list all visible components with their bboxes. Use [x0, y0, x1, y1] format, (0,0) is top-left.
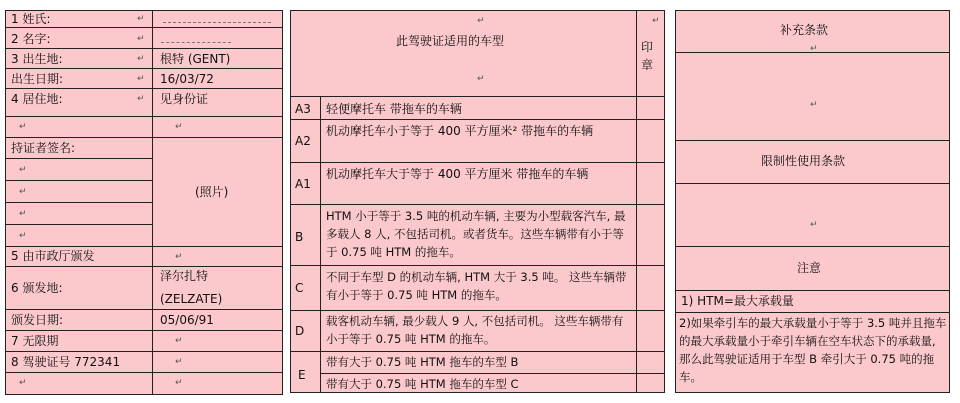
paragraph-mark: ↵	[175, 336, 183, 346]
rule	[5, 202, 153, 203]
paragraph-mark: ↵	[652, 16, 660, 26]
issue-place-value: 泽尔扎特	[160, 269, 209, 283]
rule	[5, 394, 283, 395]
rule	[5, 27, 283, 28]
rule	[675, 312, 950, 313]
category-code: B	[295, 230, 304, 244]
rule	[5, 309, 283, 310]
paragraph-mark: ↵	[175, 357, 183, 367]
supplementary-terms-panel	[675, 10, 950, 393]
category-code: C	[295, 281, 304, 295]
category-desc: 轻便摩托车 带拖车的车辆	[326, 102, 462, 116]
issue-place-value-latin: (ZELZATE)	[160, 292, 223, 306]
issued-by-label: 5 由市政厅颁发	[11, 249, 95, 263]
validity-label: 7 无限期	[11, 334, 59, 348]
rule	[675, 10, 950, 11]
rule	[5, 116, 283, 117]
holder-signature-label: 持证者签名:	[11, 141, 76, 155]
paragraph-mark: ↵	[19, 231, 27, 241]
rule	[290, 10, 291, 393]
category-code: A3	[295, 102, 311, 116]
surname-label: 1 姓氏:	[11, 12, 51, 26]
photo-placeholder: (照片)	[195, 185, 229, 199]
residence-label: 4 居住地:	[11, 92, 63, 106]
rule	[5, 246, 283, 247]
surname-value-redacted	[163, 22, 271, 24]
paragraph-mark: ↵	[19, 378, 27, 388]
rule	[290, 204, 665, 205]
given-name-value-redacted	[161, 42, 231, 44]
category-desc: 带有大于 0.75 吨 HTM 拖车的车型 C	[326, 377, 519, 391]
rule	[5, 180, 153, 181]
category-code: A2	[295, 134, 311, 148]
rule	[5, 224, 153, 225]
paragraph-mark: ↵	[137, 94, 145, 104]
rule	[290, 10, 665, 11]
rule	[5, 137, 283, 138]
rule	[290, 96, 665, 97]
supplementary-terms-title: 补充条款	[780, 23, 829, 37]
rule	[290, 351, 665, 352]
restricted-use-title: 限制性使用条款	[761, 154, 846, 168]
paragraph-mark: ↵	[175, 252, 183, 262]
residence-value: 见身份证	[160, 92, 209, 106]
issue-place-label: 6 颁发地:	[11, 281, 63, 295]
personal-info-panel	[5, 10, 283, 395]
category-desc: 带有大于 0.75 吨 HTM 拖车的车型 B	[326, 355, 519, 369]
paragraph-mark: ↵	[477, 74, 485, 84]
category-desc: 不同于车型 D 的机动车辆, HTM 大于 3.5 吨。 这些车辆带有小于等于 0.75 吨 HTM 的拖车。	[326, 270, 627, 302]
stamp-label: 印章	[641, 40, 654, 72]
rule	[5, 372, 283, 373]
paragraph-mark: ↵	[19, 187, 27, 197]
rule	[949, 10, 950, 393]
rule	[5, 158, 153, 159]
rule	[5, 351, 283, 352]
rule	[290, 310, 665, 311]
rule	[290, 119, 665, 120]
issue-date-value: 05/06/91	[160, 313, 214, 327]
category-code: E	[298, 368, 306, 382]
rule	[675, 392, 950, 393]
rule	[290, 392, 665, 393]
paragraph-mark: ↵	[477, 16, 485, 26]
paragraph-mark: ↵	[137, 54, 145, 64]
issue-date-label: 颁发日期:	[11, 313, 64, 327]
paragraph-mark: ↵	[175, 378, 183, 388]
paragraph-mark: ↵	[810, 44, 818, 54]
note-item-1: 1) HTM=最大承载量	[681, 294, 794, 308]
rule	[675, 140, 950, 141]
category-code: A1	[295, 177, 311, 191]
category-desc: 载客机动车辆, 最少载人 9 人, 不包括司机。 这些车辆带有小于等于 0.75 吨 HTM 的拖车。	[326, 314, 624, 346]
paragraph-mark: ↵	[137, 34, 145, 44]
category-desc: HTM 小于等于 3.5 吨的机动车辆, 主要为小型载客汽车, 最多载人 8 人, 不包括司机。或者货车。这些车辆带有小于等于 0.75 吨 HTM 的拖车。	[326, 209, 626, 259]
birth-date-value: 16/03/72	[160, 72, 214, 86]
paragraph-mark: ↵	[175, 122, 183, 132]
given-name-label: 2 名字:	[11, 32, 51, 46]
rule	[675, 10, 676, 393]
paragraph-mark: ↵	[137, 74, 145, 84]
rule	[5, 330, 283, 331]
rule	[320, 373, 665, 374]
rule	[320, 96, 321, 393]
rule	[664, 10, 665, 393]
paragraph-mark: ↵	[19, 165, 27, 175]
paragraph-mark: ↵	[19, 209, 27, 219]
birth-date-label: 出生日期:	[11, 72, 64, 86]
license-number: 8 驾驶证号 772341	[11, 355, 121, 369]
rule	[5, 68, 283, 69]
birthplace-label: 3 出生地:	[11, 52, 63, 66]
paragraph-mark: ↵	[19, 122, 27, 132]
rule	[5, 266, 283, 267]
rule	[675, 290, 950, 291]
note-item-2: 2)如果牵引车的最大承载量小于等于 3.5 吨并且拖车的最大承载量小于牵引车辆在空车状态下的承载量, 那么此驾驶证适用于车型 B 牵引大于 0.75 吨的拖车。	[679, 316, 947, 384]
note-title: 注意	[797, 261, 822, 275]
paragraph-mark: ↵	[810, 220, 818, 230]
category-desc: 机动摩托车小于等于 400 平方厘米² 带拖车的车辆	[326, 124, 594, 138]
category-code: D	[295, 324, 305, 338]
rule	[290, 162, 665, 163]
paragraph-mark: ↵	[137, 14, 145, 24]
rule	[290, 265, 665, 266]
rule	[675, 183, 950, 184]
rule	[5, 48, 283, 49]
paragraph-mark: ↵	[810, 100, 818, 110]
category-desc: 机动摩托车大于等于 400 平方厘米 带拖车的车辆	[326, 167, 589, 181]
birthplace-value: 根特 (GENT)	[160, 52, 231, 66]
vehicle-categories-panel	[290, 10, 665, 393]
categories-header: 此驾驶证适用的车型	[396, 34, 505, 48]
rule	[5, 88, 283, 89]
rule	[636, 10, 637, 393]
rule	[675, 246, 950, 247]
